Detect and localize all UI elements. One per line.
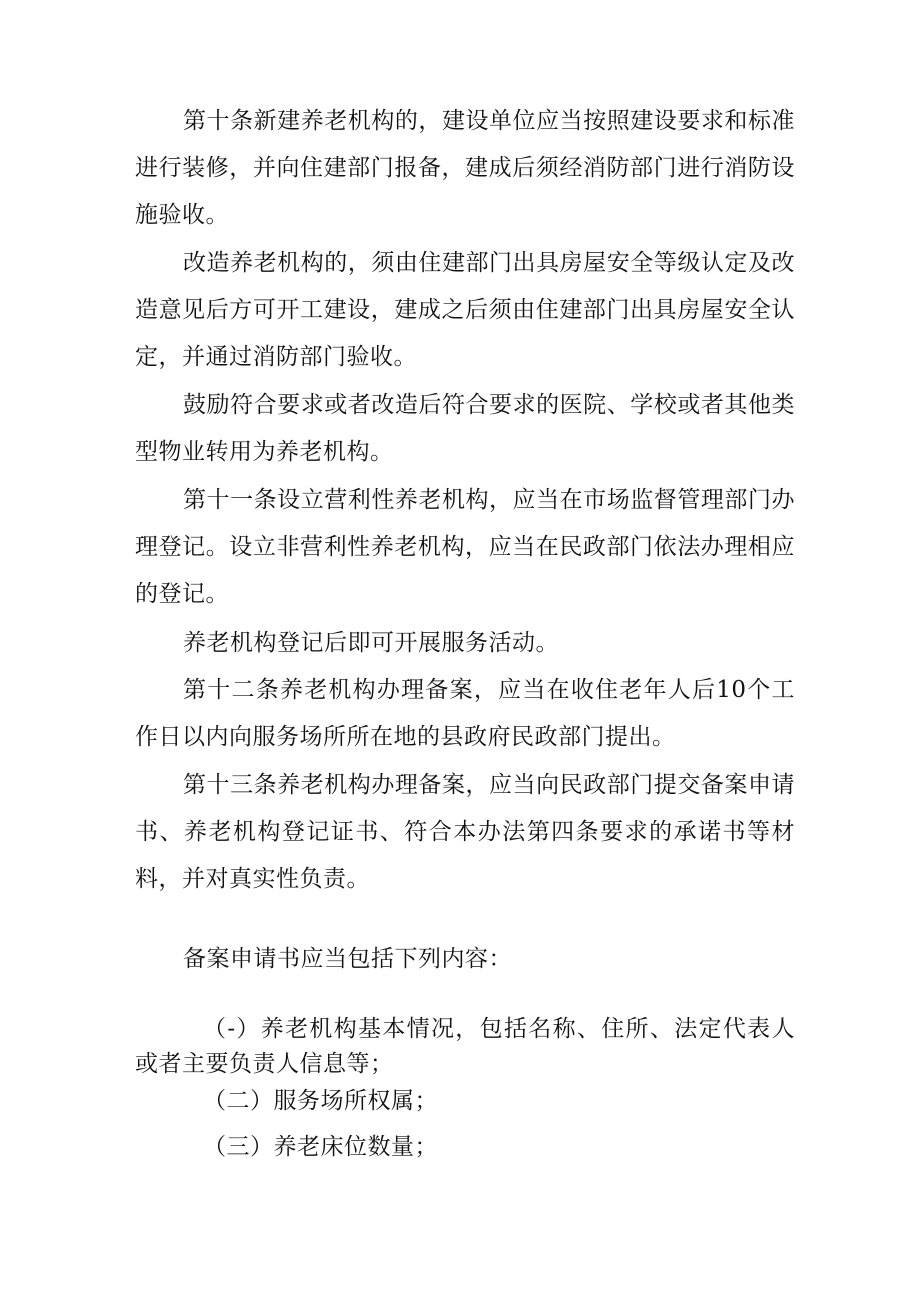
list-item-1: （-）养老机构基本情况，包括名称、住所、法定代表人或者主要负责人信息等； (135, 1016, 795, 1077)
paragraph-renovation: 改造养老机构的，须由住建部门出具房屋安全等级认定及改造意见后方可开工建设，建成之后须由住建部门出具房屋安全认定，并通过消防部门验收。 (135, 250, 795, 370)
paragraph-article-10: 第十条新建养老机构的，建设单位应当按照建设要求和标准进行装修，并向住建部门报备，建成后须经消防部门进行消防设施验收。 (135, 108, 795, 228)
paragraph-article-12: 第十二条养老机构办理备案，应当在收住老年人后10个工作日以内向服务场所所在地的县政府民政部门提出。 (135, 677, 795, 750)
list-item-2: （二）服务场所权属； (203, 1088, 438, 1114)
paragraph-application-contents: 备案申请书应当包括下列内容： (183, 946, 512, 972)
paragraph-encourage-conversion: 鼓励符合要求或者改造后符合要求的医院、学校或者其他类型物业转用为养老机构。 (135, 392, 795, 465)
paragraph-article-11: 第十一条设立营利性养老机构，应当在市场监督管理部门办理登记。设立非营利性养老机构，应当在民政部门依法办理相应的登记。 (135, 487, 795, 607)
list-item-3: （三）养老床位数量； (203, 1134, 438, 1160)
paragraph-article-13: 第十三条养老机构办理备案，应当向民政部门提交备案申请书、养老机构登记证书、符合本办法第四条要求的承诺书等材料，并对真实性负责。 (135, 772, 795, 892)
paragraph-service-start: 养老机构登记后即可开展服务活动。 (183, 630, 559, 656)
